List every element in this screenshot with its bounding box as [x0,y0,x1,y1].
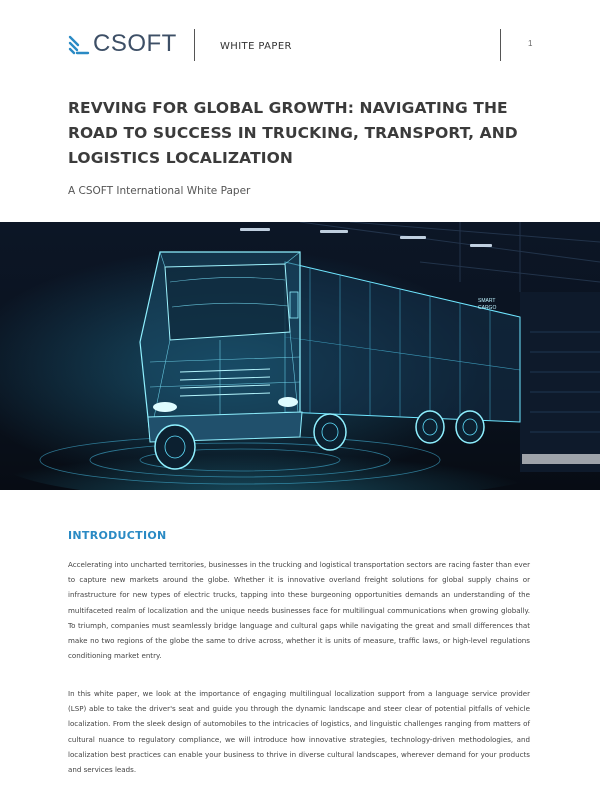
section-heading-introduction: INTRODUCTION [68,529,167,542]
header-divider [500,29,501,61]
logo-text: CSOFT [93,30,177,57]
page-header [0,0,600,80]
page-number: 1 [528,39,533,48]
introduction-paragraph: In this white paper, we look at the importance of engaging multilingual localization support from a language service provider (LSP) able to take the driver's seat and guide you through the dynamic landscape and steer clear of potential pitfalls of vehicle localization. From the sleek design of automobiles to the intricacies of logistics, and linguistic challenges ranging from matters of cultural nuance to regulatory compliance, we will introduce how innovative strategies, technology-driven methodologies, and localization best practices can enable your business to thrive in diverse cultural landscapes, wherever demand for your products and services leads. [68,689,530,775]
smart-cargo-sign: SMART [478,298,496,304]
holographic-truck-illustration [0,222,600,490]
csoft-logo [68,30,177,58]
hero-image [0,222,600,490]
svg-text:CARGO: CARGO [478,305,497,311]
document-title: REVVING FOR GLOBAL GROWTH: NAVIGATING THE ROAD TO SUCCESS IN TRUCKING, TRANSPORT, AND LOGISTICS LOCALIZATION [68,99,518,167]
document-subtitle: A CSOFT International White Paper [68,185,251,197]
introduction-paragraph: Accelerating into uncharted territories, businesses in the trucking and logistical transportation sectors are racing faster than ever to capture new markets around the globe. Whether it is innovative overland freight solutions for global supply chains or infrastructure for new types of electric trucks, tapping into these burgeoning opportunities demands an understanding of the multifaceted realm of localization and the unique needs businesses face for multilingual communications when growing globally. To triumph, companies must seamlessly bridge language and cultural gaps while navigating the great and small differences that make no two regions of the globe the same to drive across, whether it is units of measure, traffic laws, or high-level regulations conditioning market entry. [68,560,530,661]
header-divider [194,29,195,61]
logo-mark-icon [68,33,90,55]
document-type: WHITE PAPER [220,41,292,52]
